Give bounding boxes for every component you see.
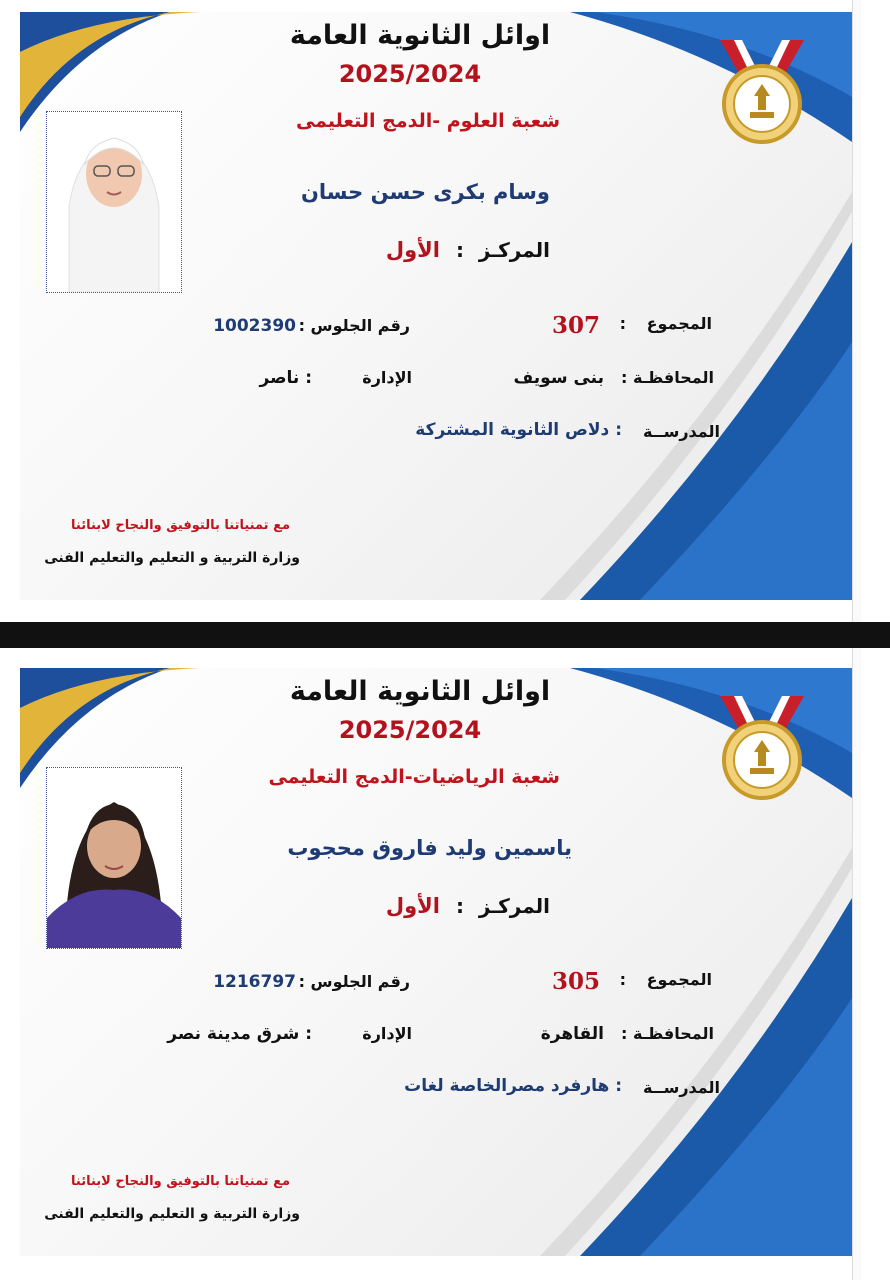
academic-year: 2025/2024 bbox=[338, 716, 482, 744]
admin-value: : شرق مدينة نصر bbox=[167, 1024, 312, 1044]
admin-label: الإدارة bbox=[362, 368, 412, 387]
admin-label: الإدارة bbox=[362, 1024, 412, 1043]
rank-label: المركـز bbox=[478, 238, 550, 262]
rank-label: المركـز bbox=[478, 894, 550, 918]
student-photo bbox=[46, 111, 182, 293]
total-colon: : bbox=[619, 970, 626, 989]
total-value: 305 bbox=[551, 968, 600, 995]
seat-number-label: رقم الجلوس : bbox=[298, 972, 410, 991]
ministry-name: وزارة التربية و التعليم والتعليم الفنى bbox=[44, 550, 300, 566]
student-photo bbox=[46, 767, 182, 949]
student-name: وسام بكرى حسن حسان bbox=[300, 180, 550, 204]
rank-value: الأول bbox=[385, 238, 440, 262]
school-label: المدرســة bbox=[642, 1078, 720, 1097]
total-label: المجموع bbox=[646, 314, 712, 333]
seat-number-value: 1002390 bbox=[213, 316, 296, 336]
governorate-value: القاهرة bbox=[540, 1024, 604, 1044]
ministry-seal-icon bbox=[710, 696, 814, 800]
honor-certificate-card bbox=[20, 12, 852, 600]
wishes-text: مع تمنياتنا بالتوفيق والنجاح لابنائنا bbox=[71, 518, 290, 533]
seat-number-label: رقم الجلوس : bbox=[298, 316, 410, 335]
ministry-name: وزارة التربية و التعليم والتعليم الفنى bbox=[44, 1206, 300, 1222]
seat-number-value: 1216797 bbox=[213, 972, 296, 992]
wishes-text: مع تمنياتنا بالتوفيق والنجاح لابنائنا bbox=[71, 1174, 290, 1189]
school-label: المدرســة bbox=[642, 422, 720, 441]
ministry-seal-icon bbox=[710, 40, 814, 144]
card-separator bbox=[0, 622, 890, 648]
student-name: ياسمين وليد فاروق محجوب bbox=[287, 836, 572, 860]
total-value: 307 bbox=[551, 312, 600, 339]
branch-label: شعبة الرياضيات-الدمج التعليمى bbox=[268, 766, 560, 788]
rank-colon: : bbox=[456, 894, 464, 918]
branch-label: شعبة العلوم -الدمج التعليمى bbox=[295, 110, 560, 132]
school-value: : هارفرد مصرالخاصة لغات bbox=[404, 1076, 622, 1096]
school-value: : دلاص الثانوية المشتركة bbox=[415, 420, 622, 440]
academic-year: 2025/2024 bbox=[338, 60, 482, 88]
rank-colon: : bbox=[456, 238, 464, 262]
admin-value: : ناصر bbox=[259, 368, 312, 388]
certificate-title: اوائل الثانوية العامة bbox=[289, 676, 551, 707]
governorate-label: المحافظـة : bbox=[621, 1024, 714, 1043]
honor-certificate-card bbox=[20, 668, 852, 1256]
governorate-value: بنى سويف bbox=[513, 368, 604, 388]
total-colon: : bbox=[619, 314, 626, 333]
certificate-title: اوائل الثانوية العامة bbox=[289, 20, 551, 51]
governorate-label: المحافظـة : bbox=[621, 368, 714, 387]
rank-value: الأول bbox=[385, 894, 440, 918]
total-label: المجموع bbox=[646, 970, 712, 989]
